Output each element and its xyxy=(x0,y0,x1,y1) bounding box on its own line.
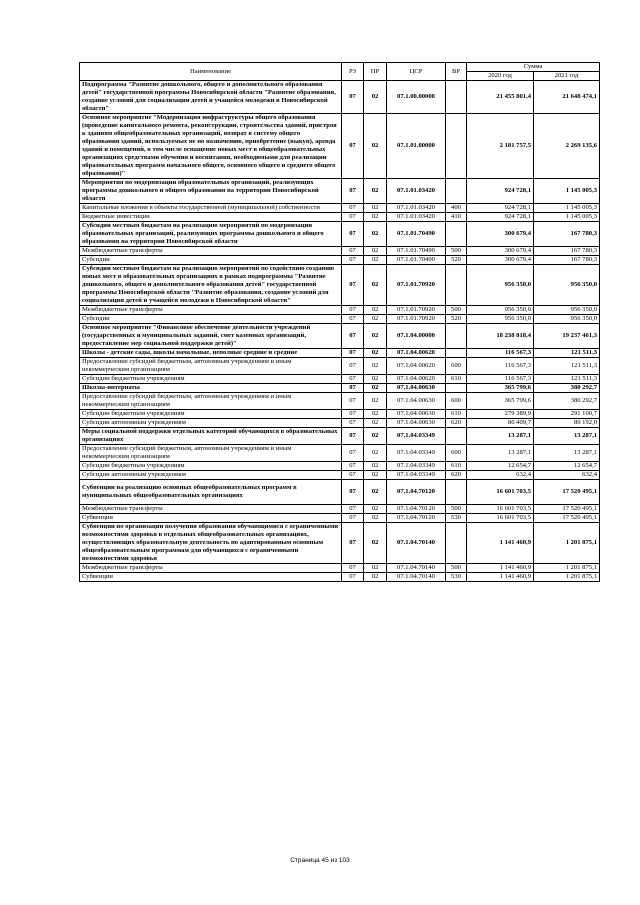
row-vr: 610 xyxy=(446,410,467,419)
row-name: Субсидии бюджетным учреждениям xyxy=(80,375,342,384)
row-value-2020: 16 601 703,5 xyxy=(467,514,534,523)
row-value-2021: 121 511,3 xyxy=(534,375,600,384)
table-row xyxy=(80,306,600,315)
row-rz: 07 xyxy=(342,315,364,324)
row-rz: 07 xyxy=(342,384,364,393)
table-row xyxy=(80,573,600,582)
row-name: Предоставление субсидий бюджетным, автономным учреждениям и иным некоммерческим организациям xyxy=(80,445,342,462)
row-vr: 610 xyxy=(446,375,467,384)
header-year-2020: 2020 год xyxy=(467,72,534,81)
row-pr: 02 xyxy=(364,480,387,505)
row-csr: 07.1.01.70490 xyxy=(387,247,446,256)
row-value-2021: 19 237 461,3 xyxy=(534,324,600,349)
header-year-2021: 2021 год xyxy=(534,72,600,81)
row-name: Капитальные вложения в объекты государственной (муниципальной) собственности xyxy=(80,204,342,213)
table-row xyxy=(80,410,600,419)
row-value-2021: 1 145 005,3 xyxy=(534,213,600,222)
row-rz: 07 xyxy=(342,349,364,358)
row-pr: 02 xyxy=(364,179,387,204)
table-row xyxy=(80,213,600,222)
row-pr: 02 xyxy=(364,213,387,222)
page-number: Страница 45 из 103 xyxy=(290,857,350,864)
row-value-2020: 956 350,0 xyxy=(467,306,534,315)
row-name: Подпрограмма "Развитие дошкольного, общего и дополнительного образования детей" государственной программы Новосибирской области "Развитие образования, создание условий для социализации детей и учащейся молодежи в Новосибирской области" xyxy=(80,81,342,114)
row-value-2021: 380 292,7 xyxy=(534,384,600,393)
row-rz: 07 xyxy=(342,471,364,480)
row-value-2020: 365 799,6 xyxy=(467,393,534,410)
row-value-2020: 13 287,1 xyxy=(467,428,534,445)
row-rz: 07 xyxy=(342,306,364,315)
row-value-2020: 116 567,3 xyxy=(467,358,534,375)
row-vr xyxy=(446,324,467,349)
row-rz: 07 xyxy=(342,256,364,265)
row-rz: 07 xyxy=(342,523,364,564)
row-value-2020: 365 799,6 xyxy=(467,384,534,393)
row-vr xyxy=(446,265,467,306)
row-vr: 520 xyxy=(446,256,467,265)
row-pr: 02 xyxy=(364,204,387,213)
row-rz: 07 xyxy=(342,179,364,204)
row-value-2021: 89 192,0 xyxy=(534,419,600,428)
row-csr: 07.1.04.70120 xyxy=(387,480,446,505)
row-value-2020: 12 654,7 xyxy=(467,462,534,471)
row-rz: 07 xyxy=(342,324,364,349)
row-value-2020: 1 141 460,9 xyxy=(467,523,534,564)
row-name: Субсидии автономным учреждениям xyxy=(80,471,342,480)
row-vr: 500 xyxy=(446,247,467,256)
row-vr: 610 xyxy=(446,462,467,471)
row-csr: 07.1.04.70140 xyxy=(387,523,446,564)
row-pr: 02 xyxy=(364,247,387,256)
row-value-2020: 1 141 460,9 xyxy=(467,573,534,582)
header-sum: Сумма xyxy=(467,63,600,72)
table-row xyxy=(80,114,600,179)
table-row xyxy=(80,428,600,445)
row-name: Мероприятия по модернизации образовательных организаций, реализующих программы дошкольного и общего образования на территории Новосибирской области xyxy=(80,179,342,204)
row-value-2020: 2 181 757,5 xyxy=(467,114,534,179)
row-pr: 02 xyxy=(364,349,387,358)
row-csr: 07.1.04.00630 xyxy=(387,419,446,428)
row-value-2020: 18 238 818,4 xyxy=(467,324,534,349)
header-pr: ПР xyxy=(364,63,387,81)
row-name: Школы-интернаты xyxy=(80,384,342,393)
row-name: Меры социальной поддержки отдельных категорий обучающихся в образовательных организациях xyxy=(80,428,342,445)
row-value-2020: 16 601 703,5 xyxy=(467,480,534,505)
row-pr: 02 xyxy=(364,514,387,523)
row-name: Межбюджетные трансферты xyxy=(80,247,342,256)
row-value-2021: 17 520 495,1 xyxy=(534,480,600,505)
row-vr: 500 xyxy=(446,306,467,315)
row-csr: 07.1.04.70120 xyxy=(387,505,446,514)
table-header xyxy=(80,63,600,81)
row-rz: 07 xyxy=(342,514,364,523)
row-value-2020: 300 679,4 xyxy=(467,247,534,256)
row-value-2021: 167 780,3 xyxy=(534,222,600,247)
row-rz: 07 xyxy=(342,419,364,428)
row-pr: 02 xyxy=(364,324,387,349)
table-row xyxy=(80,393,600,410)
row-rz: 07 xyxy=(342,265,364,306)
row-value-2021: 956 350,0 xyxy=(534,265,600,306)
row-name: Субвенции xyxy=(80,514,342,523)
table-row xyxy=(80,222,600,247)
row-value-2021: 121 511,3 xyxy=(534,358,600,375)
row-pr: 02 xyxy=(364,462,387,471)
row-rz: 07 xyxy=(342,213,364,222)
row-csr: 07.1.01.03420 xyxy=(387,179,446,204)
row-vr xyxy=(446,114,467,179)
row-rz: 07 xyxy=(342,505,364,514)
row-rz: 07 xyxy=(342,462,364,471)
row-csr: 07.1.01.70490 xyxy=(387,222,446,247)
row-vr xyxy=(446,349,467,358)
row-value-2021: 632,4 xyxy=(534,471,600,480)
row-csr: 07.1.01.70920 xyxy=(387,265,446,306)
row-vr: 620 xyxy=(446,419,467,428)
table-row xyxy=(80,419,600,428)
row-value-2021: 380 292,7 xyxy=(534,393,600,410)
row-pr: 02 xyxy=(364,256,387,265)
row-csr: 07.1.01.70490 xyxy=(387,256,446,265)
row-value-2021: 13 287,1 xyxy=(534,428,600,445)
row-name: Межбюджетные трансферты xyxy=(80,564,342,573)
table-row xyxy=(80,265,600,306)
row-rz: 07 xyxy=(342,428,364,445)
row-csr: 07.1.04.00620 xyxy=(387,375,446,384)
row-pr: 02 xyxy=(364,384,387,393)
table-row xyxy=(80,462,600,471)
row-value-2020: 924 728,1 xyxy=(467,204,534,213)
row-vr: 410 xyxy=(446,213,467,222)
row-name: Межбюджетные трансферты xyxy=(80,306,342,315)
row-name: Бюджетные инвестиции xyxy=(80,213,342,222)
row-vr: 500 xyxy=(446,564,467,573)
row-name: Основное мероприятие "Модернизация инфраструктуры общего образования (проведение капитального ремонта, реконструкции, строительства зданий, пристроя к зданиям общеобразовательных организаций, возврат в систему общего образования зданий, используемых не по назначению, приобретение (выкуп), аренда зданий и помещений, в том числе оснащение новых мест в общеобразовательных организациях средствами обучения и воспитания, необходимыми для реализации образовательных программ начального общего, основного общего и среднего общего образования)" xyxy=(80,114,342,179)
row-rz: 07 xyxy=(342,480,364,505)
row-rz: 07 xyxy=(342,222,364,247)
row-value-2021: 167 780,3 xyxy=(534,256,600,265)
row-value-2021: 1 201 875,1 xyxy=(534,564,600,573)
row-value-2021: 1 145 005,3 xyxy=(534,179,600,204)
table-row xyxy=(80,564,600,573)
table-row xyxy=(80,514,600,523)
row-csr: 07.1.04.03349 xyxy=(387,445,446,462)
row-value-2020: 279 389,9 xyxy=(467,410,534,419)
row-pr: 02 xyxy=(364,573,387,582)
row-pr: 02 xyxy=(364,410,387,419)
table-row xyxy=(80,179,600,204)
row-rz: 07 xyxy=(342,564,364,573)
row-name: Предоставление субсидий бюджетным, автономным учреждениям и иным некоммерческим организациям xyxy=(80,393,342,410)
row-value-2021: 17 520 495,1 xyxy=(534,514,600,523)
row-csr: 07.1.01.03420 xyxy=(387,213,446,222)
row-pr: 02 xyxy=(364,505,387,514)
row-pr: 02 xyxy=(364,564,387,573)
row-rz: 07 xyxy=(342,204,364,213)
row-name: Субсидии xyxy=(80,256,342,265)
row-value-2020: 13 287,1 xyxy=(467,445,534,462)
row-rz: 07 xyxy=(342,81,364,114)
row-csr: 07.1.04.03349 xyxy=(387,462,446,471)
row-vr xyxy=(446,523,467,564)
row-pr: 02 xyxy=(364,81,387,114)
row-rz: 07 xyxy=(342,410,364,419)
row-pr: 02 xyxy=(364,315,387,324)
header-csr: ЦСР xyxy=(387,63,446,81)
row-pr: 02 xyxy=(364,358,387,375)
row-value-2020: 1 141 460,9 xyxy=(467,564,534,573)
table-row xyxy=(80,445,600,462)
row-pr: 02 xyxy=(364,471,387,480)
row-name: Субсидии xyxy=(80,315,342,324)
row-csr: 07.1.04.00620 xyxy=(387,358,446,375)
row-vr xyxy=(446,179,467,204)
row-rz: 07 xyxy=(342,358,364,375)
row-name: Субсидии бюджетным учреждениям xyxy=(80,462,342,471)
row-name: Школы - детские сады, школы начальные, неполные средние и средние xyxy=(80,349,342,358)
row-value-2021: 1 201 875,1 xyxy=(534,523,600,564)
table-row xyxy=(80,247,600,256)
row-value-2021: 956 350,0 xyxy=(534,306,600,315)
row-value-2020: 116 567,3 xyxy=(467,375,534,384)
row-pr: 02 xyxy=(364,428,387,445)
row-rz: 07 xyxy=(342,375,364,384)
row-name: Субсидии автономным учреждениям xyxy=(80,419,342,428)
table-row xyxy=(80,349,600,358)
header-rz: РЗ xyxy=(342,63,364,81)
row-vr xyxy=(446,222,467,247)
row-pr: 02 xyxy=(364,523,387,564)
row-name: Субвенции xyxy=(80,573,342,582)
row-csr: 07.1.04.70120 xyxy=(387,514,446,523)
row-csr: 07.1.04.00630 xyxy=(387,410,446,419)
row-csr: 07.1.04.03349 xyxy=(387,471,446,480)
row-value-2021: 2 269 135,6 xyxy=(534,114,600,179)
row-value-2020: 86 409,7 xyxy=(467,419,534,428)
row-name: Субвенции на реализацию основных общеобразовательных программ в муниципальных общеобразовательных организациях xyxy=(80,480,342,505)
row-csr: 07.1.01.00000 xyxy=(387,114,446,179)
table-row xyxy=(80,256,600,265)
row-rz: 07 xyxy=(342,393,364,410)
row-vr xyxy=(446,81,467,114)
table-row xyxy=(80,204,600,213)
table-row xyxy=(80,523,600,564)
row-value-2021: 12 654,7 xyxy=(534,462,600,471)
row-value-2021: 121 511,3 xyxy=(534,349,600,358)
row-value-2021: 956 350,0 xyxy=(534,315,600,324)
row-pr: 02 xyxy=(364,445,387,462)
row-vr: 400 xyxy=(446,204,467,213)
header-vr: ВР xyxy=(446,63,467,81)
row-vr: 530 xyxy=(446,573,467,582)
row-rz: 07 xyxy=(342,445,364,462)
row-name: Межбюджетные трансферты xyxy=(80,505,342,514)
row-value-2020: 924 728,1 xyxy=(467,213,534,222)
row-vr: 530 xyxy=(446,514,467,523)
row-name: Субвенции по организации получения образования обучающимися с ограниченными возможностями здоровья в отдельных общеобразовательных организациях, осуществляющих образовательную деятельность по адаптированным основным общеобразовательным программам для обучающихся с ограниченными возможностями здоровья xyxy=(80,523,342,564)
row-csr: 07.1.01.03420 xyxy=(387,204,446,213)
row-pr: 02 xyxy=(364,375,387,384)
table-row xyxy=(80,480,600,505)
row-value-2020: 300 679,4 xyxy=(467,256,534,265)
row-rz: 07 xyxy=(342,247,364,256)
row-vr: 600 xyxy=(446,358,467,375)
row-value-2021: 13 287,1 xyxy=(534,445,600,462)
table-body xyxy=(80,81,600,582)
row-pr: 02 xyxy=(364,306,387,315)
row-csr: 07.1.04.70140 xyxy=(387,564,446,573)
row-vr: 520 xyxy=(446,315,467,324)
row-pr: 02 xyxy=(364,393,387,410)
row-value-2021: 17 520 495,1 xyxy=(534,505,600,514)
row-name: Субсидии местным бюджетам на реализацию мероприятий по содействию созданию новых мест в образовательных организациях в рамках подпрограммы "Развитие дошкольного, общего и дополнительного образования детей" государственной программы Новосибирской области "Развитие образования, создание условий для социализации детей и учащейся молодежи в Новосибирской области" xyxy=(80,265,342,306)
row-value-2020: 956 350,0 xyxy=(467,315,534,324)
table-row xyxy=(80,505,600,514)
row-csr: 07.1.04.00630 xyxy=(387,384,446,393)
table-row xyxy=(80,384,600,393)
header-name: Наименование xyxy=(80,63,342,81)
row-pr: 02 xyxy=(364,114,387,179)
row-value-2021: 1 145 005,3 xyxy=(534,204,600,213)
row-value-2021: 291 100,7 xyxy=(534,410,600,419)
row-csr: 07.1.00.00000 xyxy=(387,81,446,114)
row-value-2020: 924 728,1 xyxy=(467,179,534,204)
row-vr xyxy=(446,384,467,393)
table-row xyxy=(80,375,600,384)
row-csr: 07.1.04.03349 xyxy=(387,428,446,445)
table-row xyxy=(80,81,600,114)
table-row xyxy=(80,324,600,349)
row-csr: 07.1.01.70920 xyxy=(387,306,446,315)
row-pr: 02 xyxy=(364,265,387,306)
row-pr: 02 xyxy=(364,222,387,247)
row-value-2020: 21 455 801,4 xyxy=(467,81,534,114)
row-value-2021: 167 780,3 xyxy=(534,247,600,256)
row-name: Субсидии бюджетным учреждениям xyxy=(80,410,342,419)
row-value-2020: 956 350,0 xyxy=(467,265,534,306)
row-value-2020: 116 567,3 xyxy=(467,349,534,358)
row-name: Предоставление субсидий бюджетным, автономным учреждениям и иным некоммерческим организациям xyxy=(80,358,342,375)
row-value-2020: 632,4 xyxy=(467,471,534,480)
row-value-2020: 16 601 703,5 xyxy=(467,505,534,514)
row-csr: 07.1.04.00000 xyxy=(387,324,446,349)
row-csr: 07.1.04.70140 xyxy=(387,573,446,582)
row-rz: 07 xyxy=(342,573,364,582)
row-vr: 500 xyxy=(446,505,467,514)
row-value-2021: 21 648 474,1 xyxy=(534,81,600,114)
row-name: Субсидии местным бюджетам на реализацию мероприятий по модернизации образовательных организаций, реализующих программы дошкольного и общего образования на территории Новосибирской области xyxy=(80,222,342,247)
table-row xyxy=(80,358,600,375)
row-csr: 07.1.04.00630 xyxy=(387,393,446,410)
row-vr: 620 xyxy=(446,471,467,480)
row-csr: 07.1.01.70920 xyxy=(387,315,446,324)
row-vr: 600 xyxy=(446,393,467,410)
row-value-2021: 1 201 875,1 xyxy=(534,573,600,582)
row-name: Основное мероприятие "Финансовое обеспечение деятельности учреждений (государственных и муниципальных заданий, смет казенных организаций, предоставление мер социальной поддержки детей)" xyxy=(80,324,342,349)
row-vr xyxy=(446,428,467,445)
row-vr xyxy=(446,480,467,505)
row-rz: 07 xyxy=(342,114,364,179)
row-csr: 07.1.04.00620 xyxy=(387,349,446,358)
table-row xyxy=(80,315,600,324)
table-row xyxy=(80,471,600,480)
budget-table xyxy=(79,62,600,582)
row-value-2020: 300 679,4 xyxy=(467,222,534,247)
row-pr: 02 xyxy=(364,419,387,428)
row-vr: 600 xyxy=(446,445,467,462)
